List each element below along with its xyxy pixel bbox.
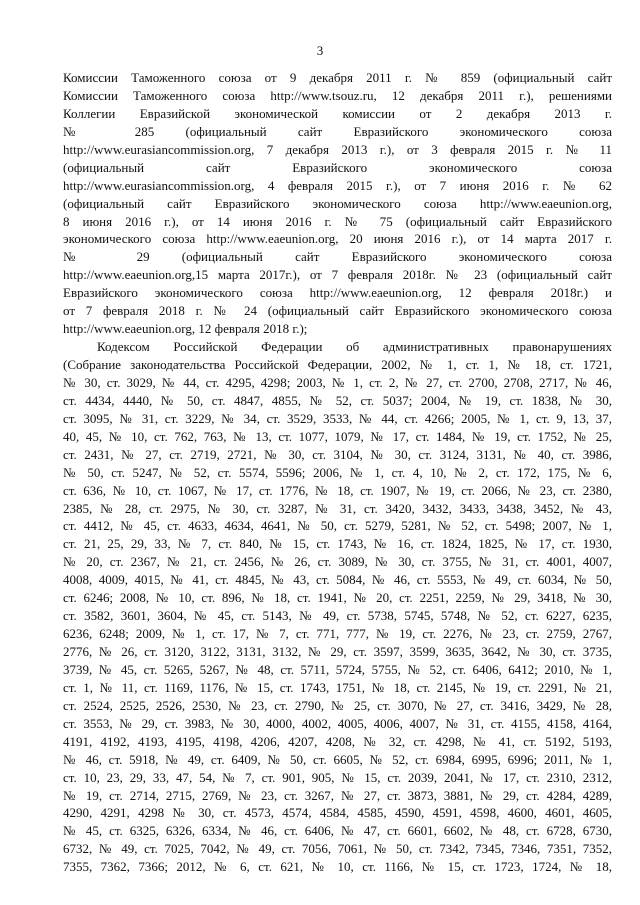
- text-line: 40, 45, № 10, ст. 762, 763, № 13, ст. 1077, 1079, № 17, ст. 1484, № 19, ст. 1752, № 25,: [63, 428, 612, 444]
- text-line: от 7 февраля 2018 г. № 24 (официальный сайт Евразийского экономического союза: [63, 303, 612, 319]
- text-line: 7355, 7362, 7366; 2012, № 6, ст. 621, № 10, ст. 1166, № 15, ст. 1723, 1724, № 18,: [63, 859, 612, 875]
- text-line: № 29 (официальный сайт Евразийского экономического союза: [63, 249, 612, 265]
- text-line: 2776, № 26, ст. 3120, 3122, 3131, 3132, № 29, ст. 3597, 3599, 3635, 3642, № 30, ст. 3735,: [63, 644, 612, 659]
- text-line: http://www.eurasiancommission.org, 7 декабря 2013 г.), от 3 февраля 2015 г. № 11: [63, 141, 612, 157]
- text-line: № 50, ст. 5247, № 52, ст. 5574, 5596; 2006, № 1, ст. 4, 10, № 2, ст. 172, 175, № 6,: [63, 464, 612, 480]
- text-line: Кодексом Российской Федерации об административных правонарушениях: [97, 339, 612, 355]
- text-line: 3739, № 45, ст. 5265, 5267, № 48, ст. 5711, 5724, 5755, № 52, ст. 6406, 6412; 2010, № 1,: [63, 661, 612, 677]
- text-line: ст. 2431, № 27, ст. 2719, 2721, № 30, ст. 3104, № 30, ст. 3124, 3131, № 40, ст. 3986,: [63, 446, 612, 462]
- text-line: ст. 3553, № 29, ст. 3983, № 30, 4000, 4002, 4005, 4006, 4007, № 31, ст. 4155, 4158, 4164,: [63, 715, 612, 731]
- text-line: ст. 6246; 2008, № 10, ст. 896, № 18, ст. 1941, № 20, ст. 2251, 2259, № 29, 3418, № 30,: [63, 590, 612, 606]
- text-line: № 20, ст. 2367, № 21, ст. 2456, № 26, ст. 3089, № 30, ст. 3755, № 31, ст. 4001, 4007,: [63, 554, 612, 570]
- text-line: Евразийского экономического союза http://www.eaeunion.org, 12 февраля 2018г.) и: [63, 285, 612, 301]
- text-line: ст. 3582, 3601, 3604, № 45, ст. 5143, № 49, ст. 5738, 5745, 5748, № 52, ст. 6227, 6235,: [63, 608, 612, 624]
- text-line: ст. 21, 25, 29, 33, № 7, ст. 840, № 15, ст. 1743, № 16, ст. 1824, 1825, № 17, ст. 1930,: [63, 536, 612, 552]
- text-line: № 45, ст. 6325, 6326, 6334, № 46, ст. 6406, № 47, ст. 6601, 6602, № 48, ст. 6728, 6730,: [63, 823, 612, 839]
- text-line: (официальный сайт Евразийского экономического союза: [63, 159, 612, 175]
- text-line: экономического союза http://www.eaeunion.org, 20 июня 2016 г.), от 14 марта 2017 г.: [63, 231, 612, 247]
- text-line: 6236, 6248; 2009, № 1, ст. 17, № 7, ст. 771, 777, № 19, ст. 2276, № 23, ст. 2759, 2767,: [63, 626, 612, 642]
- page-number: 3: [316, 43, 324, 58]
- body-text: [63, 69, 612, 876]
- paragraph-customs-union-decisions: [63, 69, 612, 338]
- text-line: (Собрание законодательства Российской Федерации, 2002, № 1, ст. 1, № 18, ст. 1721,: [63, 357, 612, 372]
- text-line: 6732, № 49, ст. 7025, 7042, № 49, ст. 7056, 7061, № 50, ст. 7342, 7345, 7346, 7351, 7352,: [63, 841, 612, 857]
- text-line: ст. 10, 23, 29, 33, 47, 54, № 7, ст. 901, 905, № 15, ст. 2039, 2041, № 17, ст. 2310, 2312,: [63, 769, 612, 785]
- text-line: 4008, 4009, 4015, № 41, ст. 4845, № 43, ст. 5084, № 46, ст. 5553, № 49, ст. 6034, № 50,: [63, 572, 612, 588]
- text-line: 2385, № 28, ст. 2975, № 30, ст. 3287, № 31, ст. 3420, 3432, 3433, 3438, 3452, № 43,: [63, 500, 612, 516]
- text-line: ст. 2524, 2525, 2526, 2530, № 23, ст. 2790, № 25, ст. 3070, № 27, ст. 3416, 3429, № 28,: [63, 697, 612, 713]
- text-line: Комиссии Таможенного союза от 9 декабря 2011 г. № 859 (официальный сайт: [63, 70, 612, 85]
- paragraph-administrative-code: [63, 338, 612, 876]
- text-line: ст. 4412, № 45, ст. 4633, 4634, 4641, № 50, ст. 5279, 5281, № 52, ст. 5498; 2007, № 1,: [63, 518, 612, 534]
- text-line: http://www.eaeunion.org,15 марта 2017г.), от 7 февраля 2018г. № 23 (официальный сайт: [63, 267, 612, 283]
- text-line: № 46, ст. 5918, № 49, ст. 6409, № 50, ст. 6605, № 52, ст. 6984, 6995, 6996; 2011, № 1,: [63, 751, 612, 767]
- text-line: Коллегии Евразийской экономической комиссии от 2 декабря 2013 г.: [63, 105, 612, 121]
- text-line: ст. 636, № 10, ст. 1067, № 17, ст. 1776, № 18, ст. 1907, № 19, ст. 2066, № 23, ст. 2380,: [63, 482, 612, 498]
- text-line: ст. 4434, 4440, № 50, ст. 4847, 4855, № 52, ст. 5037; 2004, № 19, ст. 1838, № 30,: [63, 392, 612, 408]
- text-line: http://www.eurasiancommission.org, 4 февраля 2015 г.), от 7 июня 2016 г. № 62: [63, 177, 612, 193]
- text-line: № 285 (официальный сайт Евразийского экономического союза: [63, 123, 612, 139]
- text-line: ст. 1, № 11, ст. 1169, 1176, № 15, ст. 1743, 1751, № 18, ст. 2145, № 19, ст. 2291, № 21,: [63, 679, 612, 695]
- text-line: 4290, 4291, 4298 № 30, ст. 4573, 4574, 4584, 4585, 4590, 4591, 4598, 4600, 4601, 4605,: [63, 805, 612, 821]
- text-line: ст. 3095, № 31, ст. 3229, № 34, ст. 3529, 3533, № 44, ст. 4266; 2005, № 1, ст. 9, 13, 37,: [63, 410, 612, 426]
- text-line: № 30, ст. 3029, № 44, ст. 4295, 4298; 2003, № 1, ст. 2, № 27, ст. 2700, 2708, 2717, № 46,: [63, 374, 612, 390]
- text-line: http://www.eaeunion.org, 12 февраля 2018 г.);: [63, 321, 308, 337]
- text-line: (официальный сайт Евразийского экономического союза http://www.eaeunion.org,: [63, 195, 612, 211]
- text-line: Комиссии Таможенного союза http://www.tsouz.ru, 12 декабря 2011 г.), решениями: [63, 87, 612, 103]
- text-line: 8 июня 2016 г.), от 14 июня 2016 г. № 75 (официальный сайт Евразийского: [63, 213, 612, 229]
- text-line: 4191, 4192, 4193, 4195, 4198, 4206, 4207, 4208, № 32, ст. 4298, № 41, ст. 5192, 5193,: [63, 733, 612, 749]
- text-line: № 19, ст. 2714, 2715, 2769, № 23, ст. 3267, № 27, ст. 3873, 3881, № 29, ст. 4284, 4289,: [63, 787, 612, 803]
